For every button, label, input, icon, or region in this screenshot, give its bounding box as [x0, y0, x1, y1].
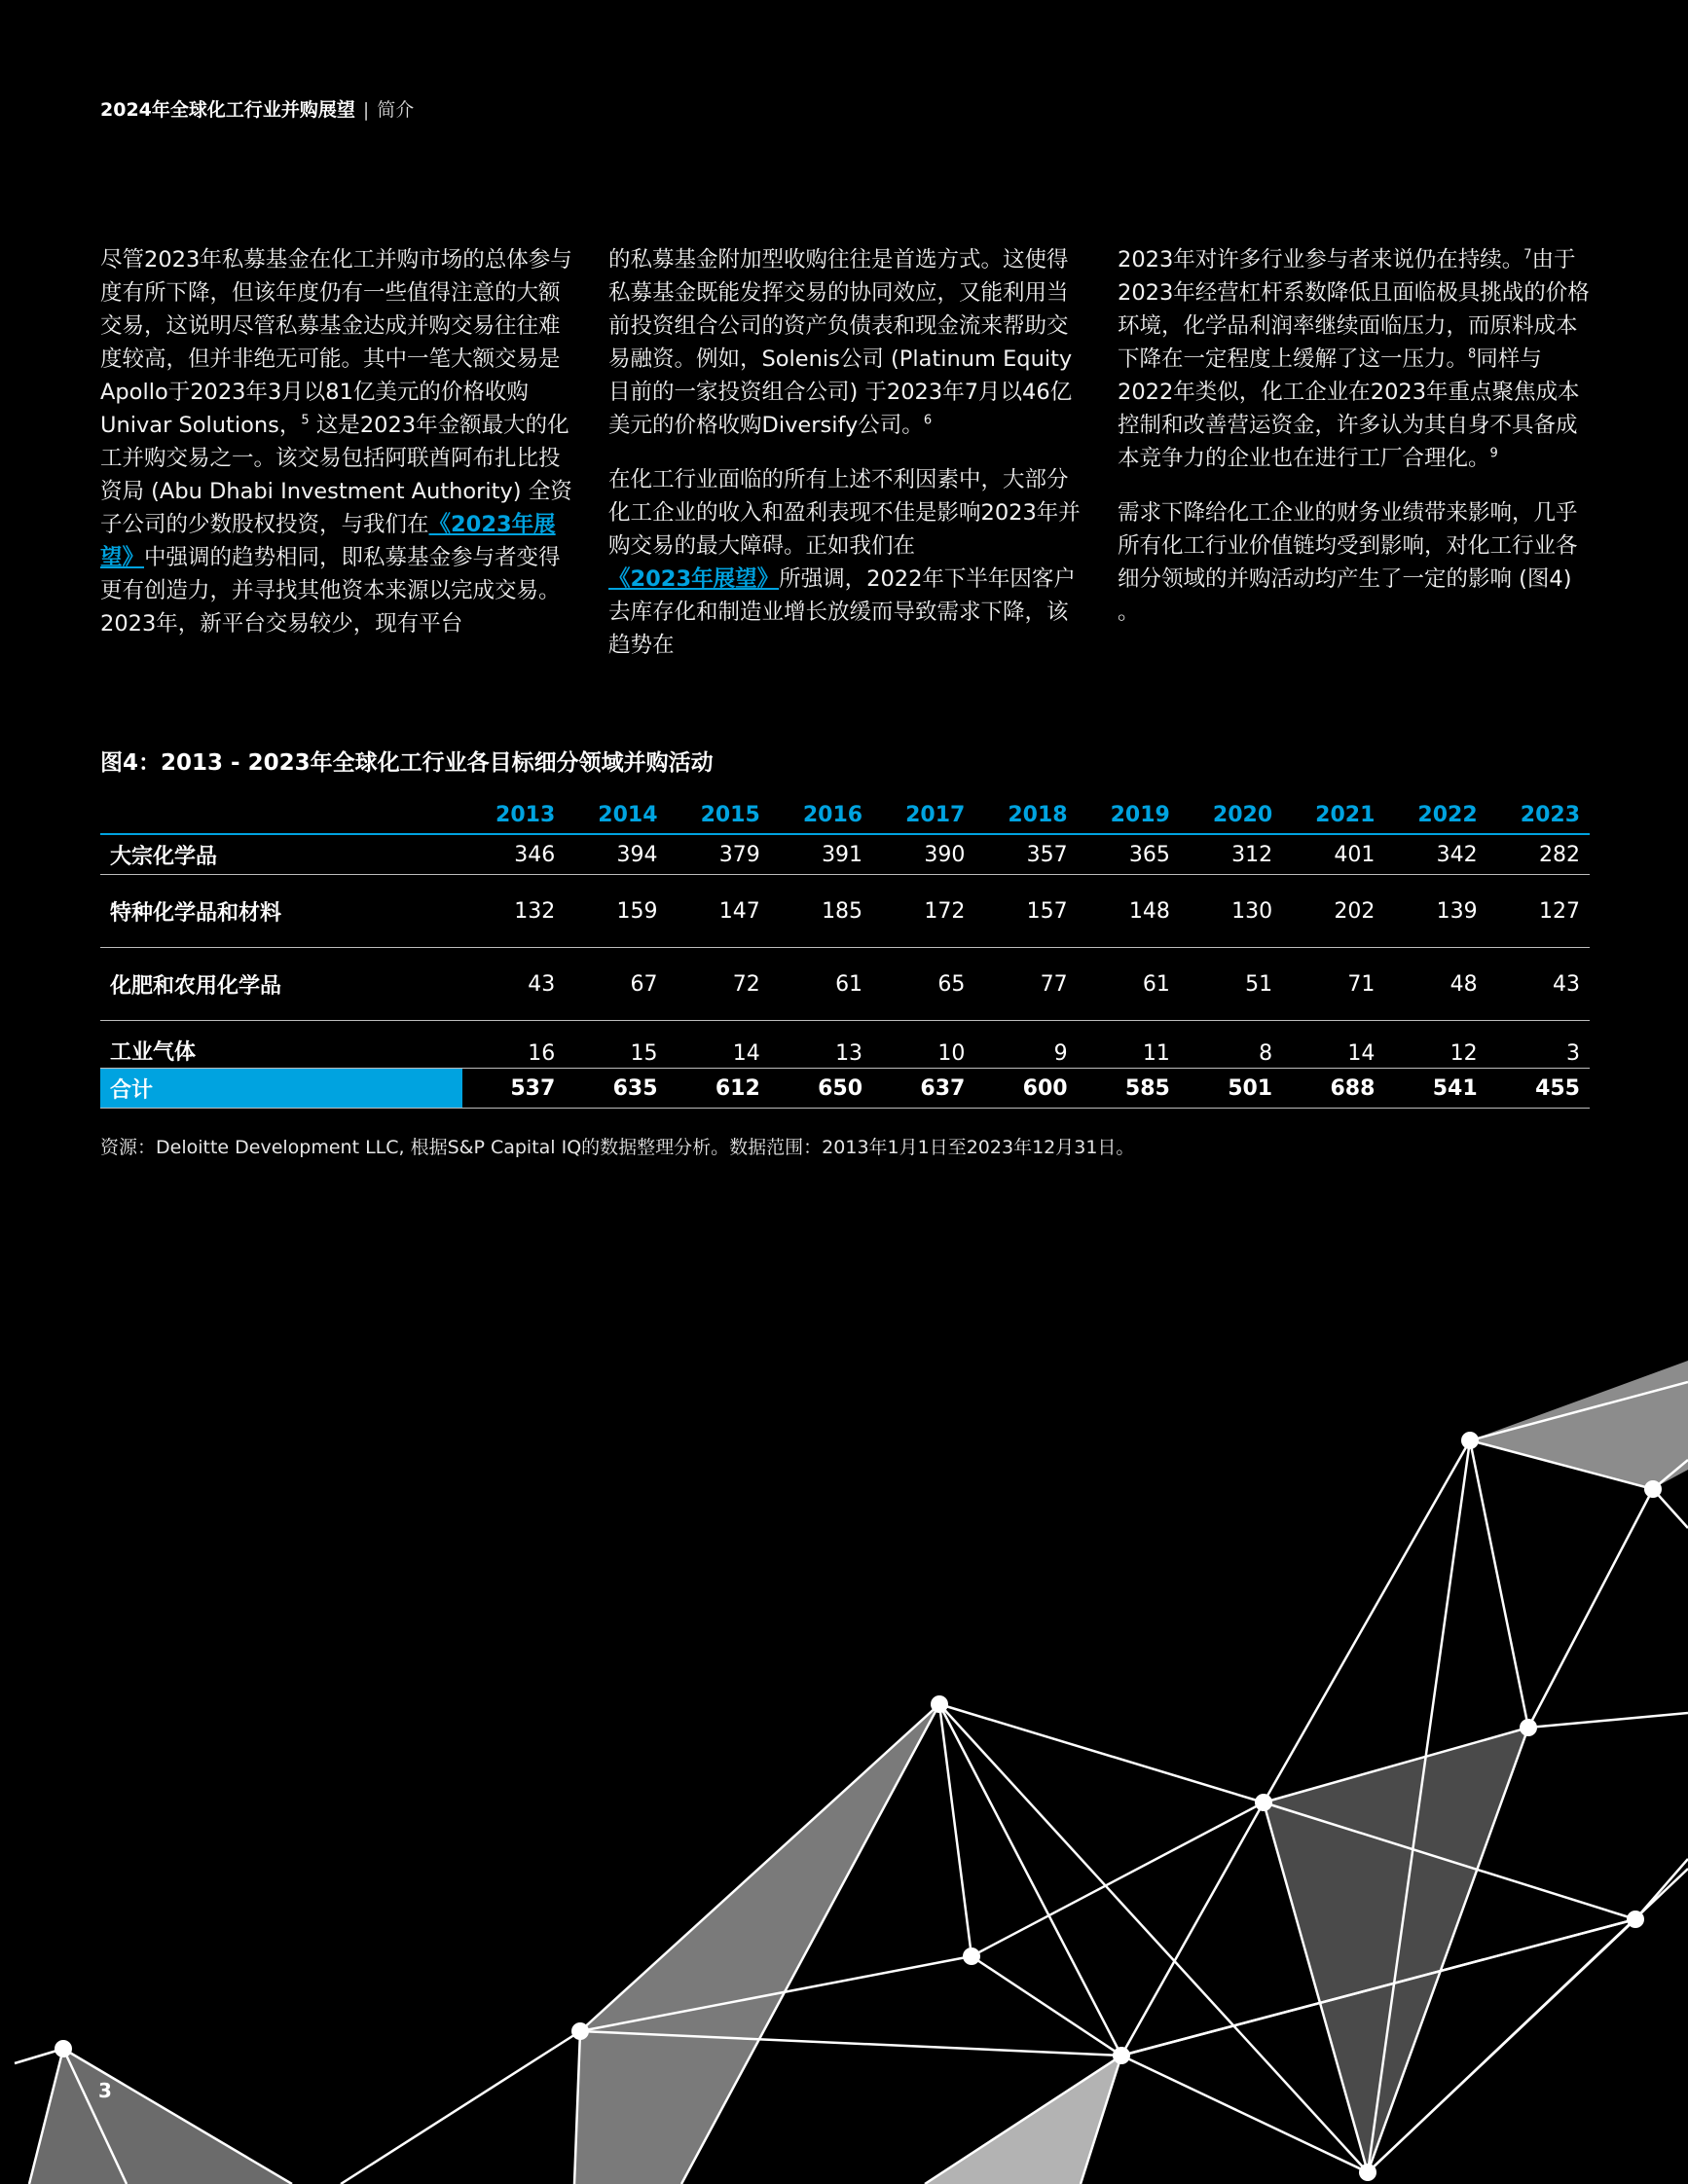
table-cell: 3 [1487, 1021, 1590, 1069]
year-header: 2019 [1078, 796, 1180, 834]
table-cell: 65 [872, 948, 974, 1021]
table-cell: 282 [1487, 834, 1590, 875]
segment-label: 大宗化学品 [100, 834, 462, 875]
total-cell: 585 [1078, 1069, 1180, 1109]
table-cell: 365 [1078, 834, 1180, 875]
report-title: 2024年全球化工行业并购展望 [100, 99, 355, 121]
table-cell: 72 [668, 948, 770, 1021]
footnote-ref: 5 [301, 413, 310, 428]
total-cell: 637 [872, 1069, 974, 1109]
paragraph-text: 的私募基金附加型收购往往是首选方式。这使得私募基金既能发挥交易的协同效应，又能利用当前投资组合公司的资产负债表和现金流来帮助交易融资。例如，Solenis公司 (Platinum Equity目前的一家投资组合公司) 于2023年7月以46亿美元的价格收购Diversify公司。 [608, 247, 1073, 438]
header-separator: | [362, 99, 370, 121]
segment-label: 化肥和农用化学品 [100, 948, 462, 1021]
total-cell: 541 [1384, 1069, 1486, 1109]
year-header: 2023 [1487, 796, 1590, 834]
table-cell: 394 [565, 834, 667, 875]
segment-label: 特种化学品和材料 [100, 875, 462, 948]
table-cell: 391 [770, 834, 872, 875]
table-cell: 148 [1078, 875, 1180, 948]
section-name: 简介 [377, 99, 415, 121]
total-cell: 600 [974, 1069, 1077, 1109]
table-cell: 202 [1282, 875, 1384, 948]
table-cell: 48 [1384, 948, 1486, 1021]
table-cell: 51 [1180, 948, 1282, 1021]
network-facets [29, 1361, 1688, 2184]
footnote-ref: 6 [923, 413, 933, 428]
table-cell: 61 [1078, 948, 1180, 1021]
footnote-ref: 9 [1489, 446, 1498, 461]
total-cell: 455 [1487, 1069, 1590, 1109]
paragraph-text: 同样与2022年类似，化工企业在2023年重点聚焦成本控制和改善营运资金，许多认为其自身不具备成本竞争力的企业也在进行工厂合理化。 [1118, 346, 1580, 471]
table-cell: 342 [1384, 834, 1486, 875]
table-cell: 172 [872, 875, 974, 948]
table-cell: 77 [974, 948, 1077, 1021]
paragraph-text: 在化工行业面临的所有上述不利因素中，大部分化工企业的收入和盈利表现不佳是影响2023年并购交易的最大障碍。正如我们在 [608, 467, 1081, 559]
table-cell: 14 [1282, 1021, 1384, 1069]
year-header: 2018 [974, 796, 1077, 834]
footnote-ref: 8 [1468, 346, 1477, 362]
table-cell: 15 [565, 1021, 667, 1069]
table-cell: 9 [974, 1021, 1077, 1069]
table-cell: 157 [974, 875, 1077, 948]
table-cell: 132 [462, 875, 565, 948]
year-header: 2015 [668, 796, 770, 834]
table-cell: 8 [1180, 1021, 1282, 1069]
table-cell: 61 [770, 948, 872, 1021]
table-cell: 16 [462, 1021, 565, 1069]
paragraph-text: 这是2023年金额最大的化工并购交易之一。该交易包括阿联酋阿布扎比投资局 (Abu Dhabi Investment Authority) 全资子公司的少数股权投资，与我们在 [100, 413, 572, 537]
year-header: 2013 [462, 796, 565, 834]
table-cell: 357 [974, 834, 1077, 875]
total-cell: 635 [565, 1069, 667, 1109]
table-cell: 147 [668, 875, 770, 948]
table-cell: 390 [872, 834, 974, 875]
outlook-2023-link[interactable]: 《2023年展望》 [608, 566, 780, 592]
segment-label: 工业气体 [100, 1021, 462, 1069]
year-header: 2021 [1282, 796, 1384, 834]
table-cell: 312 [1180, 834, 1282, 875]
table-cell: 13 [770, 1021, 872, 1069]
table-cell: 43 [462, 948, 565, 1021]
table-cell: 346 [462, 834, 565, 875]
table-cell: 12 [1384, 1021, 1486, 1069]
table-cell: 10 [872, 1021, 974, 1069]
total-label: 合计 [100, 1069, 462, 1109]
paragraph-text: 2023年对许多行业参与者来说仍在持续。 [1118, 247, 1524, 273]
paragraph-text: 所强调，2022年下半年因客户去库存化和制造业增长放缓而导致需求下降，该趋势在 [608, 566, 1076, 658]
footnote-ref: 7 [1523, 247, 1532, 263]
paragraph-text: 尽管2023年私募基金在化工并购市场的总体参与度有所下降，但该年度仍有一些值得注意的大额交易，这说明尽管私募基金达成并购交易往往难度较高，但并非绝无可能。其中一笔大额交易是Apollo于2023年3月以81亿美元的价格收购Univar Solutions， [100, 247, 572, 438]
year-header: 2014 [565, 796, 667, 834]
figure-source-note: 资源：Deloitte Development LLC, 根据S&P Capital IQ的数据整理分析。数据范围：2013年1月1日至2023年12月31日。 [100, 1137, 1135, 1158]
total-cell: 650 [770, 1069, 872, 1109]
table-cell: 401 [1282, 834, 1384, 875]
table-cell: 67 [565, 948, 667, 1021]
year-header: 2022 [1384, 796, 1486, 834]
table-cell: 71 [1282, 948, 1384, 1021]
table-cell: 139 [1384, 875, 1486, 948]
table-cell: 130 [1180, 875, 1282, 948]
page-number: 3 [98, 2079, 112, 2102]
table-cell: 185 [770, 875, 872, 948]
paragraph-text: 中强调的趋势相同，即私募基金参与者变得更有创造力，并寻找其他资本来源以完成交易。2023年，新平台交易较少，现有平台 [100, 545, 561, 637]
table-cell: 127 [1487, 875, 1590, 948]
paragraph-text: 需求下降给化工企业的财务业绩带来影响，几乎所有化工行业价值链均受到影响，对化工行业各细分领域的并购活动均产生了一定的影响 (图4) 。 [1118, 500, 1578, 625]
year-header: 2016 [770, 796, 872, 834]
outlook-2023-link[interactable]: 《2023年展望》 [100, 512, 556, 570]
table-cell: 159 [565, 875, 667, 948]
figure-title: 图4：2013 - 2023年全球化工行业各目标细分领域并购活动 [100, 750, 714, 776]
table-cell: 11 [1078, 1021, 1180, 1069]
year-header: 2017 [872, 796, 974, 834]
total-cell: 688 [1282, 1069, 1384, 1109]
table-cell: 379 [668, 834, 770, 875]
paragraph-text: 由于2023年经营杠杆系数降低且面临极具挑战的价格环境，化学品利润率继续面临压力，而原料成本下降在一定程度上缓解了这一压力。 [1118, 247, 1590, 372]
total-cell: 537 [462, 1069, 565, 1109]
table-cell: 43 [1487, 948, 1590, 1021]
total-cell: 501 [1180, 1069, 1282, 1109]
year-header: 2020 [1180, 796, 1282, 834]
total-cell: 612 [668, 1069, 770, 1109]
table-cell: 14 [668, 1021, 770, 1069]
